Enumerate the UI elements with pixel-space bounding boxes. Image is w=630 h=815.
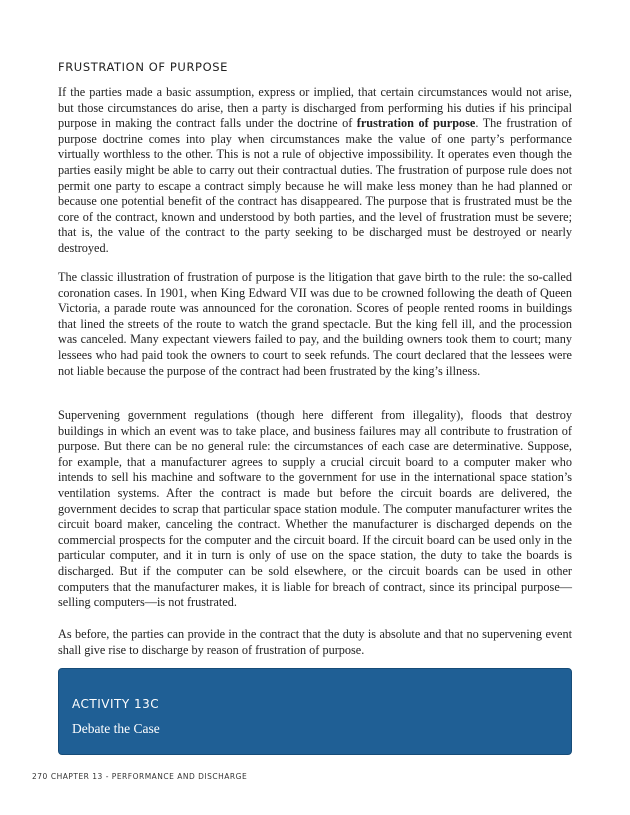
section-heading: FRUSTRATION OF PURPOSE: [58, 60, 228, 74]
paragraph-3: Supervening government regulations (though here different from illegality), floods that destroy buildings in which an event was to take place, and business failures may all contribute to frustration of purpose. But there can be no general rule: the circumstances of each case are determinative. Suppose, for example, that a manufacturer agrees to supply a crucial circuit board to a computer maker who intends to sell his machine and software to the government for use in the international space station’s ventilation systems. After the contract is made but before the circuit boards are delivered, the government decides to scrap that particular space station module. The computer manufacturer writes the circuit board maker, canceling the contract. Whether the manufacturer is discharged depends on the commercial prospects for the computer and the circuit board. If the circuit board can be used only in the particular computer, and it in turn is only of use on the space station, the duty to take the boards is discharged. But if the computer can be sold elsewhere, or the circuit boards can be used in other computers that the manufacturer makes, it is liable for breach of contract, since its principal purpose—selling computers—is not frustrated.: [58, 408, 572, 610]
term-frustration-of-purpose: frustration of purpose: [356, 116, 476, 131]
paragraph-1-text-end: . The frustration of purpose doctrine comes into play when circumstances make the value of one party’s performance virtually worthless to the other. This is not a rule of objective impossibility. It operates even though the parties easily might be able to carry out their contractual duties. The frustration of purpose rule does not permit one party to escape a contract simply because he will make less money than he had planned or because one potential benefit of the contract has disappeared. The purpose that is frustrated must be the core of the contract, known and understood by both parties, and the level of frustration must be severe; that is, the value of the contract to the party seeking to be discharged must be destroyed or nearly destroyed.: [58, 116, 572, 255]
paragraph-4: As before, the parties can provide in the contract that the duty is absolute and that no supervening event shall give rise to discharge by reason of frustration of purpose.: [58, 627, 572, 657]
chapter-title: CHAPTER 13 - PERFORMANCE AND DISCHARGE: [50, 772, 248, 781]
activity-box: [58, 668, 572, 755]
activity-label: ACTIVITY 13C: [72, 697, 160, 711]
activity-title: Debate the Case: [72, 721, 160, 736]
paragraph-1: [58, 85, 572, 257]
paragraph-1-text-start: If the parties made a basic assumption, express or implied, that certain circumstances would not arise, but those circumstances do arise, then a party is discharged from performing his duties if his principal purpose in making the contract falls under the doctrine of: [58, 85, 572, 131]
page-footer: [32, 772, 250, 781]
page-number: 270: [32, 772, 48, 781]
paragraph-2: The classic illustration of frustration of purpose is the litigation that gave birth to the rule: the so-called coronation cases. In 1901, when King Edward VII was due to be crowned following the death of Queen Victoria, a parade route was announced for the coronation. Scores of people rented rooms in buildings that lined the streets of the route to watch the grand spectacle. But the king fell ill, and the procession was canceled. Many expectant viewers failed to pay, and the building owners took them to court; many lessees who had paid took the owners to court to seek refunds. The court declared that the lessees were not liable because the purpose of the contract had been frustrated by the king’s illness.: [58, 270, 572, 378]
